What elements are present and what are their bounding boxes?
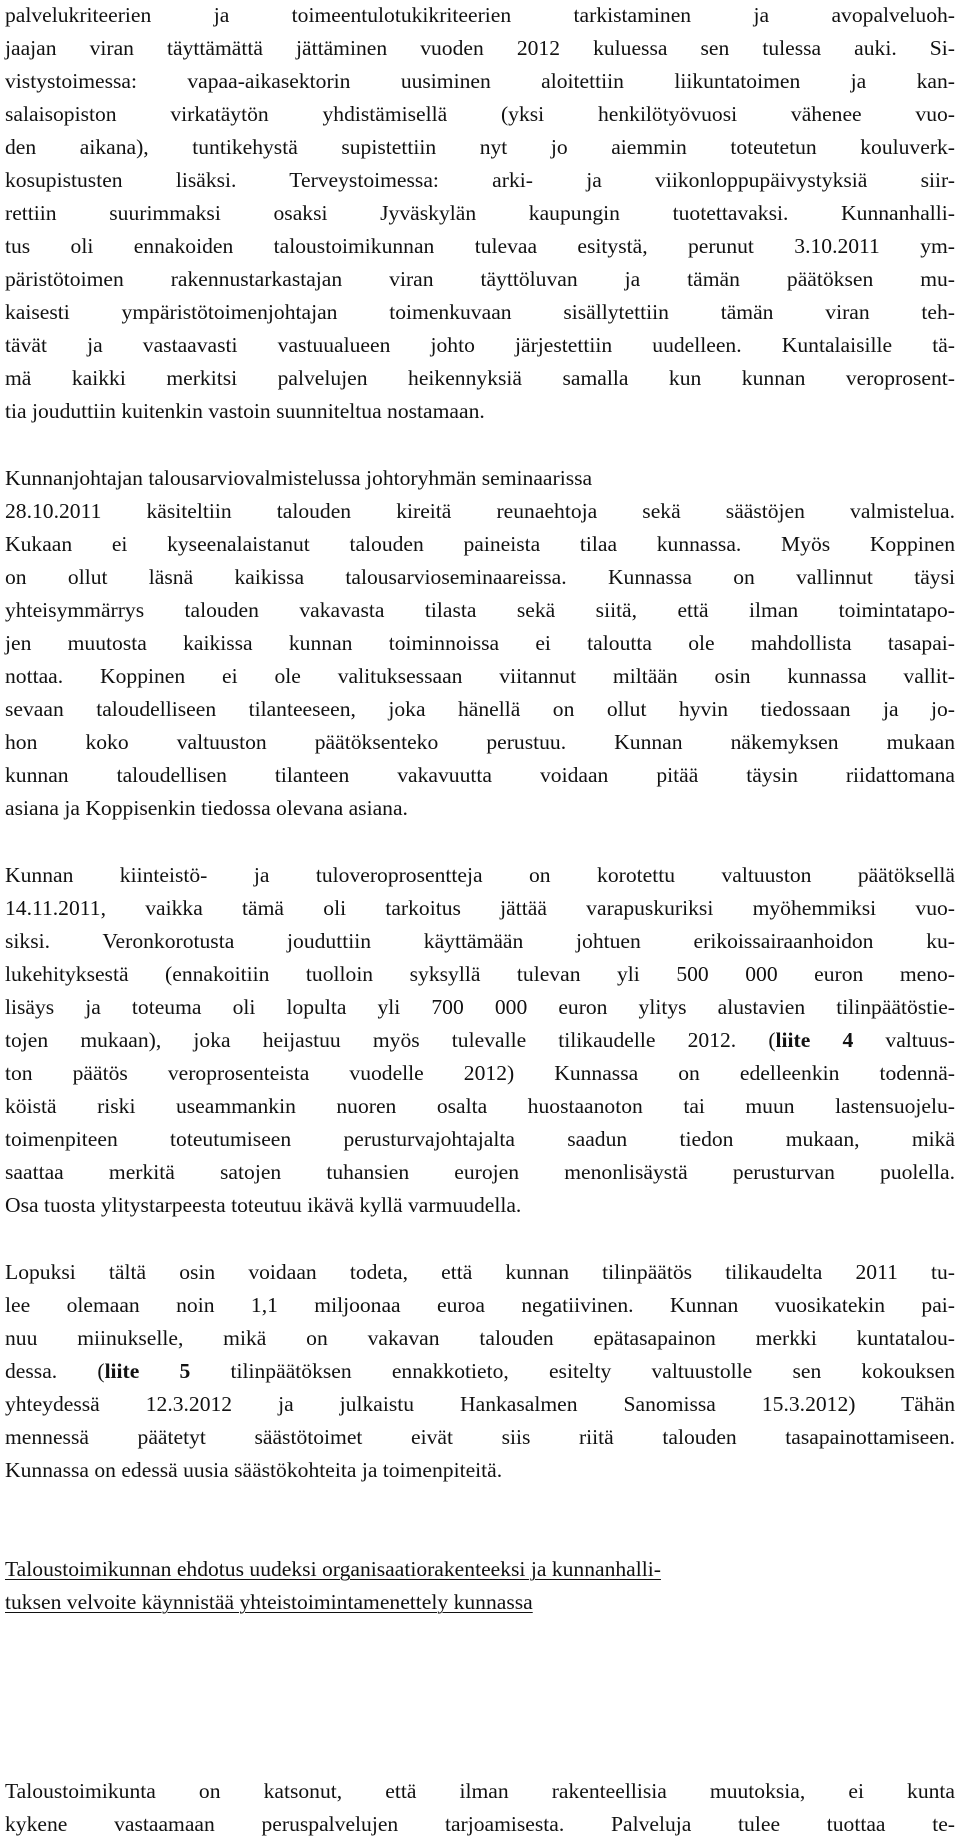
text-line: nuu miinukselle, mikä on vakavan talouden epätasapainon merkki kuntatalou- [5, 1326, 955, 1350]
text-line: den aikana), tuntikehystä supistettiin nyt jo aiemmin toteutetun kouluverk- [5, 135, 955, 159]
text-line: toimenpiteen toteutumiseen perusturvajohtajalta saadun tiedon mukaan, mikä [5, 1127, 955, 1151]
heading-line [5, 1554, 960, 1584]
text-run: tojen mukaan), joka heijastuu myös tulevalle tilikaudelle 2012. ( [5, 1028, 776, 1052]
text-line-with-appendix-ref [5, 1025, 955, 1055]
text-line: köistä riski useammankin nuoren osalta huostaanoton tai muun lastensuojelu- [5, 1094, 955, 1118]
text-line: rettiin suurimmaksi osaksi Jyväskylän kaupungin tuotettavaksi. Kunnanhalli- [5, 201, 955, 225]
text-line: asiana ja Koppisenkin tiedossa olevana asiana. [5, 796, 408, 820]
appendix-reference: liite 5 [104, 1359, 191, 1383]
text-line: 28.10.2011 käsiteltiin talouden kireitä reunaehtoja sekä säästöjen valmistelua. [5, 499, 955, 523]
text-line: tävät ja vastaavasti vastuualueen johto järjestettiin uudelleen. Kuntalaisille tä- [5, 333, 955, 357]
heading-text: Taloustoimikunnan ehdotus uudeksi organisaatiorakenteeksi ja kunnanhalli- [5, 1557, 661, 1581]
text-line: salaisopiston virkatäytön yhdistämisellä (yksi henkilötyövuosi vähenee vuo- [5, 102, 955, 126]
text-line: 14.11.2011, vaikka tämä oli tarkoitus jättää varapuskuriksi myöhemmiksi vuo- [5, 896, 955, 920]
text-line: Lopuksi tältä osin voidaan todeta, että kunnan tilinpäätös tilikaudelta 2011 tu- [5, 1260, 955, 1284]
text-line: lee olemaan noin 1,1 miljoonaa euroa negatiivinen. Kunnan vuosikatekin pai- [5, 1293, 955, 1317]
text-line: tia jouduttiin kuitenkin vastoin suunniteltua nostamaan. [5, 399, 485, 423]
text-line: sevaan taloudelliseen tilanteeseen, joka hänellä on ollut hyvin tiedossaan ja jo- [5, 697, 955, 721]
text-line: yhteydessä 12.3.2012 ja julkaistu Hankasalmen Sanomissa 15.3.2012) Tähän [5, 1392, 955, 1416]
text-line: kykene vastaamaan peruspalvelujen tarjoamisesta. Palveluja tulee tuottaa te- [5, 1812, 955, 1836]
text-line: päristötoimen rakennustarkastajan viran täyttöluvan ja tämän päätöksen mu- [5, 267, 955, 291]
appendix-reference: liite 4 [775, 1028, 854, 1052]
text-line: Kunnanjohtajan talousarviovalmistelussa johtoryhmän seminaarissa [5, 466, 593, 490]
text-line: Kukaan ei kyseenalaistanut talouden paineista tilaa kunnassa. Myös Koppinen [5, 532, 955, 556]
heading-text: tuksen velvoite käynnistää yhteistoimintamenettely kunnassa [5, 1590, 533, 1614]
text-line: nottaa. Koppinen ei ole valituksessaan viitannut miltään osin kunnassa vallit- [5, 664, 955, 688]
text-line: lisäys ja toteuma oli lopulta yli 700 000 euron ylitys alustavien tilinpäätöstie- [5, 995, 955, 1019]
text-line: lukehityksestä (ennakoitiin tuolloin syksyllä tulevan yli 500 000 euron meno- [5, 962, 955, 986]
text-line: ton päätös veroprosenteista vuodelle 2012) Kunnassa on edelleenkin todennä- [5, 1061, 955, 1085]
text-run: valtuus- [853, 1028, 955, 1052]
text-line: on ollut läsnä kaikissa talousarvioseminaareissa. Kunnassa on vallinnut täysi [5, 565, 955, 589]
text-run: tilinpäätöksen ennakkotieto, esitelty valtuustolle sen kokouksen [190, 1359, 955, 1383]
text-run: dessa. ( [5, 1359, 105, 1383]
text-line: kosupistusten lisäksi. Terveystoimessa: arki- ja viikonloppupäivystyksiä siir- [5, 168, 955, 192]
text-line: saattaa merkitä satojen tuhansien eurojen menonlisäystä perusturvan puolella. [5, 1160, 955, 1184]
text-line: Taloustoimikunta on katsonut, että ilman rakenteellisia muutoksia, ei kunta [5, 1779, 955, 1803]
text-line: kunnan taloudellisen tilanteen vakavuutta voidaan pitää täysin riidattomana [5, 763, 955, 787]
text-line: Osa tuosta ylitystarpeesta toteutuu ikävä kyllä varmuudella. [5, 1193, 522, 1217]
text-line: tus oli ennakoiden taloustoimikunnan tulevaa esitystä, perunut 3.10.2011 ym- [5, 234, 955, 258]
text-line: vistystoimessa: vapaa-aikasektorin uusiminen aloitettiin liikuntatoimen ja kan- [5, 69, 955, 93]
heading-line [5, 1587, 960, 1617]
text-line: mä kaikki merkitsi palvelujen heikennyksiä samalla kun kunnan veroprosent- [5, 366, 955, 390]
text-line: mennessä päätetyt säästötoimet eivät siis riitä talouden tasapainottamiseen. [5, 1425, 955, 1449]
text-line: kaisesti ympäristötoimenjohtajan toimenkuvaan sisällytettiin tämän viran teh- [5, 300, 955, 324]
text-line: jen muutosta kaikissa kunnan toiminnoissa ei taloutta ole mahdollista tasapai- [5, 631, 955, 655]
text-line: yhteisymmärrys talouden vakavasta tilasta sekä siitä, että ilman toimintatapo- [5, 598, 955, 622]
text-line: Kunnan kiinteistö- ja tuloveroprosentteja on korotettu valtuuston päätöksellä [5, 863, 955, 887]
text-line: Kunnassa on edessä uusia säästökohteita ja toimenpiteitä. [5, 1458, 503, 1482]
text-line: hon koko valtuuston päätöksenteko perustuu. Kunnan näkemyksen mukaan [5, 730, 955, 754]
text-line: palvelukriteerien ja toimeentulotukikriteerien tarkistaminen ja avopalveluoh- [5, 3, 955, 27]
text-line: siksi. Veronkorotusta jouduttiin käyttämään johtuen erikoissairaanhoidon ku- [5, 929, 955, 953]
text-line-with-appendix-ref [5, 1356, 955, 1386]
text-line: jaajan viran täyttämättä jättäminen vuoden 2012 kuluessa sen tulessa auki. Si- [5, 36, 955, 60]
